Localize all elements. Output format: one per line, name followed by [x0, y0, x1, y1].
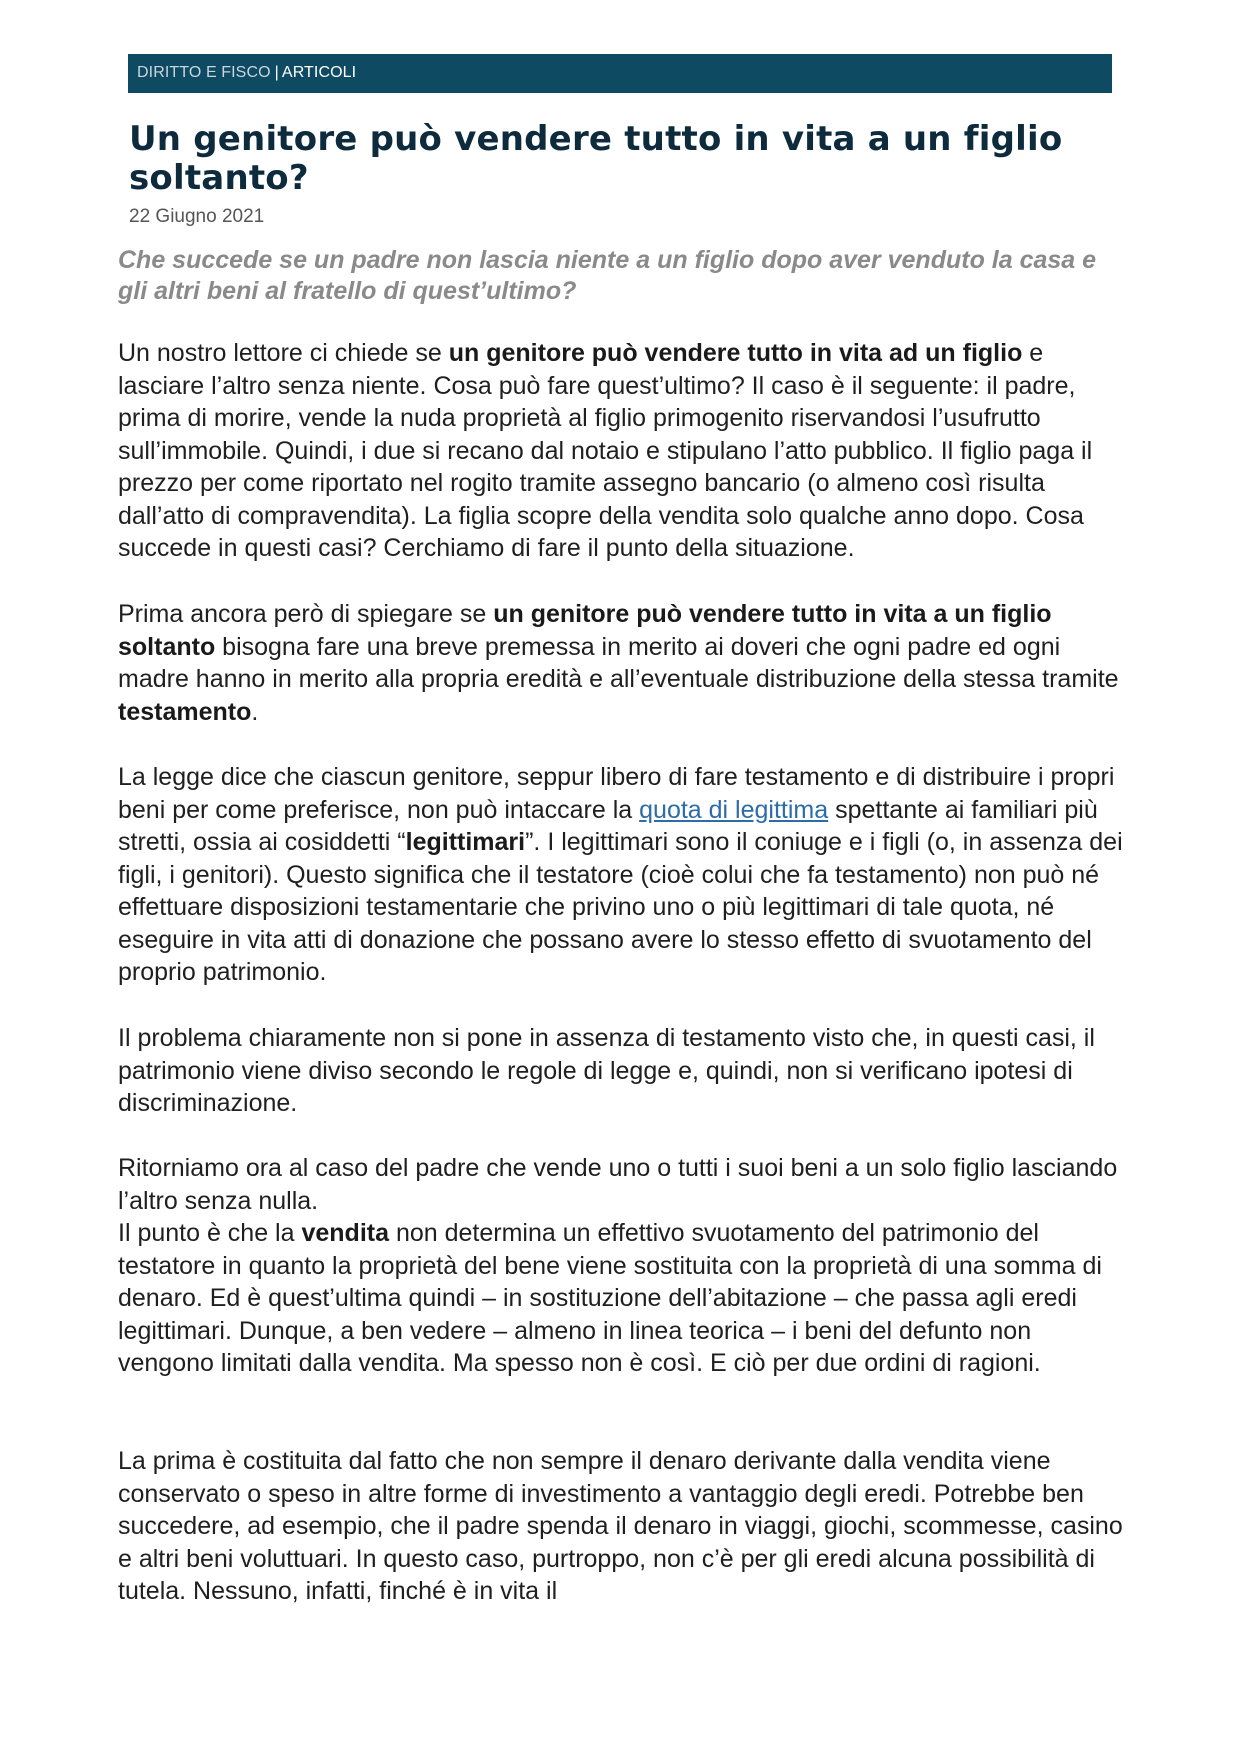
bold-text: testamento	[118, 697, 252, 726]
bold-text: legittimari	[405, 828, 526, 856]
paragraph-text: Prima ancora però di spiegare se	[118, 600, 494, 628]
paragraph-text: La legge dice che ciascun genitore, seppur libero di fare testamento e di distribuire i propri beni per come preferisce, non può intaccare la	[118, 763, 1115, 824]
paragraph-4	[118, 1022, 1128, 1120]
paragraph-text: bisogna fare una breve premessa in merito ai doveri che ogni padre ed ogni madre hanno in merito alla propria eredità e all’eventuale distribuzione della stessa tramite	[118, 632, 1119, 693]
paragraph-3	[118, 761, 1128, 989]
article-title: Un genitore può vendere tutto in vita a un figlio soltanto?	[129, 119, 1063, 198]
paragraph-text: Un nostro lettore ci chiede se	[118, 339, 449, 367]
paragraph-text: .	[251, 697, 259, 726]
paragraph-text: e lasciare l’altro senza niente. Cosa può fare quest’ultimo? Il caso è il seguente: il padre, prima di morire, vende la nuda proprietà al figlio primogenito riservandosi l’usufrutto sull’immobile. Quindi, i due si recano dal notaio e stipulano l’atto pubblico. Il figlio paga il prezzo per come riportato nel rogito tramite assegno bancario (o almeno così risulta dall’atto di compravendita). La figlia scopre della vendita solo qualche anno dopo. Cosa succede in questi casi? Cerchiamo di fare il punto della situazione.	[118, 339, 1093, 562]
bold-text: un genitore può vendere tutto in vita a un figlio soltanto	[118, 600, 1052, 661]
category-bar	[128, 54, 1112, 93]
paragraph-text: La prima è costituita dal fatto che non sempre il denaro derivante dalla vendita viene conservato o speso in altre forme di investimento a vantaggio degli eredi. Potrebbe ben succedere, ad esempio, che il padre spenda il denaro in viaggi, giochi, scommesse, casino e altri beni voluttuari. In questo caso, purtroppo, non c’è per gli eredi alcuna possibilità di tutela. Nessuno, infatti, finché è in vita il	[118, 1447, 1123, 1605]
paragraph-text: ”. I legittimari sono il coniuge e i figli (o, in assenza dei figli, i genitori). Questo significa che il testatore (cioè colui che fa testamento) non può né effettuare disposizioni testamentarie che privino uno o più legittimari di tale quota, né eseguire in vita atti di donazione che possano avere lo stesso effetto di svuotamento del proprio patrimonio.	[118, 828, 1123, 986]
bold-text: vendita	[301, 1219, 389, 1247]
article-date: 22 Giugno 2021	[129, 206, 265, 227]
paragraph-text: spettante ai familiari più stretti, ossia ai cosiddetti “	[118, 795, 1098, 856]
subcategory-label[interactable]: ARTICOLI	[281, 64, 357, 81]
paragraph-text: Il punto è che la	[118, 1219, 302, 1247]
paragraph-text: non determina un effettivo svuotamento del patrimonio del testatore in quanto la proprietà del bene viene sostituita con la proprietà di una somma di denaro. Ed è quest’ultima quindi – in sostituzione dell’abitazione – che passa agli eredi legittimari. Dunque, a ben vedere – almeno in linea teorica – i beni del defunto non vengono limitati dalla vendita. Ma spesso non è così. E ciò per due ordini di ragioni.	[118, 1219, 1102, 1377]
category-separator: |	[274, 64, 279, 81]
bold-text: un genitore può vendere tutto in vita ad un figlio	[448, 339, 1023, 367]
paragraph-6	[118, 1217, 1128, 1380]
paragraph-1	[118, 337, 1128, 565]
paragraph-7	[118, 1445, 1128, 1608]
quota-di-legittima-link[interactable]: quota di legittima	[639, 795, 829, 824]
paragraph-2	[118, 598, 1128, 728]
paragraph-text: Ritorniamo ora al caso del padre che vende uno o tutti i suoi beni a un solo figlio lasciando l’altro senza nulla.	[118, 1154, 1118, 1215]
category-label[interactable]: DIRITTO E FISCO	[137, 64, 271, 81]
paragraph-5	[118, 1152, 1128, 1217]
article-subtitle: Che succede se un padre non lascia niente a un figlio dopo aver venduto la casa e gli altri beni al fratello di quest’ultimo?	[118, 246, 1097, 305]
paragraph-text: Il problema chiaramente non si pone in assenza di testamento visto che, in questi casi, il patrimonio viene diviso secondo le regole di legge e, quindi, non si verificano ipotesi di discriminazione.	[118, 1024, 1095, 1117]
